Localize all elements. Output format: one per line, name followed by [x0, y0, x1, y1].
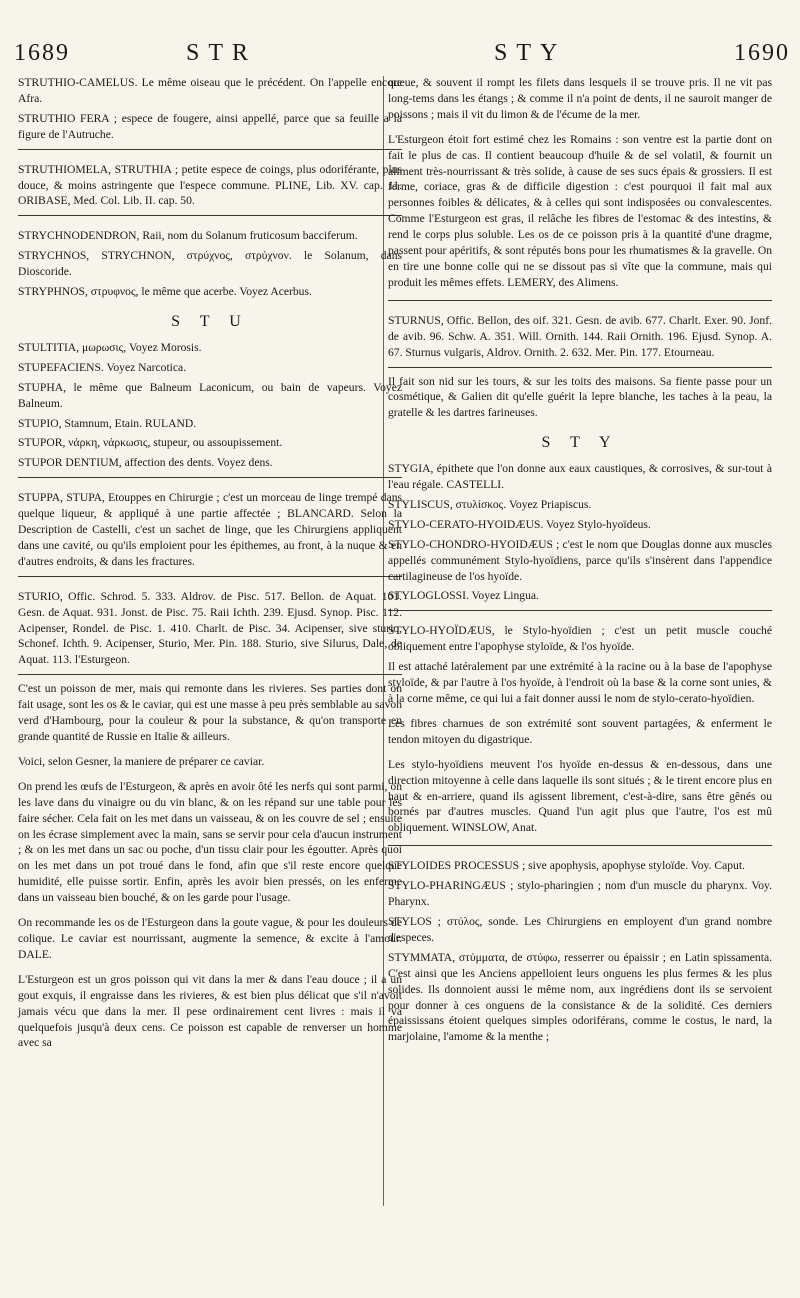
- entry-rule: [388, 367, 772, 368]
- entry: STUPOR, νάρκη, νάρκωσις, stupeur, ou assoupissement.: [18, 436, 283, 450]
- entry: STUPHA, le même que Balneum Laconicum, ou bain de vapeurs. Voyez Balneum.: [18, 380, 402, 410]
- entry: STYLOGLOSSI. Voyez Lingua.: [388, 589, 539, 603]
- entry: STYGIA, épithete que l'on donne aux eaux caustiques, & corrosives, & sur-tout à l'eau régale. CASTELLI.: [388, 462, 772, 492]
- entry-rule: [18, 674, 402, 675]
- paragraph: C'est un poisson de mer, mais qui remonte dans les rivieres. Ses parties dont on fait usage, sont les os & le caviar, qui est une masse à peu près semblable au savon verd d'Hambourg, pour la couleur & pour la substance, & qu'on transporte en grande quantité de Russie en Italie & ailleurs.: [18, 682, 402, 743]
- entry: STYLO-CERATO-HYOIDÆUS. Voyez Stylo-hyoïdeus.: [388, 517, 651, 531]
- paragraph: Les fibres charnues de son extrémité sont souvent partagées, & enferment le tendon mitoyen du digastrique.: [388, 716, 772, 746]
- entry: STRUTHIO FERA ; espece de fougere, ainsi appellé, parce que sa feuille a la figure de l'Autruche.: [18, 111, 402, 141]
- paragraph: L'Esturgeon étoit fort estimé chez les Romains : son ventre est la partie dont on fait le plus de cas. Il contient beaucoup d'huile & de sel volatil, & fournit un aliment très-nourrissant & très solide, à cause de ses sucs épais & grossiers. Il est ferme, coriace, gras & de difficile digestion : c'est pourquoi il fait mal aux personnes foibles & délicates, & à celles qui sont indisposées ou convalescentes. Comme l'Esturgeon est gras, il relâche les fibres de l'estomac & des intestins, & rend le corps plus soluble. Les os de ce poisson pris à la quantité d'une dragme, passent pour apéritifs, & sont réputés bons pour les rhumatismes & la gravelle. On en tire une bonne colle qui ne se dissout pas si vîte que la commune, mais qui produit les mêmes effets. LEMERY, des Alimens.: [388, 132, 772, 289]
- running-headword-right: STY: [494, 40, 567, 66]
- entry: STRUTHIOMELA, STRUTHIA ; petite espece de coings, plus odoriférante, plus douce, & moins astringente que l'espece commune. PLINE, Lib. XV. cap. 11. ORIBASE, Med. Col. Lib. II. cap. 50.: [18, 162, 402, 208]
- entry: STUPIO, Stamnum, Etain. RULAND.: [18, 416, 197, 430]
- paragraph: On prend les œufs de l'Esturgeon, & après en avoir ôté les nerfs qui sont parmi, on les lave dans du vinaigre ou du vin blanc, & on les répand sur une table pour les faire sécher. Cela fait on les met dans un vaisseau, & on les couvre de sel ; ensuite on les écrase simplement avec la main, sans se servir pour cela d'aucun instrument ; & on les met dans un sac ou poche, d'un tissu clair pour les égoutter. Après quoi on les met dans un pot troué dans le fond, afin que s'il reste encore quelque humidité, elle puisse sortir. Enfin, après les avoir bien pressés, on les enferme dans un vaisseau bien bouché, & on les garde pour l'usage.: [18, 779, 402, 905]
- section-heading: S T Y: [541, 434, 619, 452]
- section-heading: S T U: [171, 312, 249, 330]
- page-number-right: 1690: [734, 40, 790, 66]
- entry-rule: [388, 300, 772, 301]
- right-column: [388, 75, 772, 1049]
- entry: STRYPHNOS, στρυφνος, le même que acerbe. Voyez Acerbus.: [18, 285, 312, 299]
- entry: STYLISCUS, στυλίσκος. Voyez Priapiscus.: [388, 497, 592, 511]
- entry: STRYCHNODENDRON, Raii, nom du Solanum fruticosum bacciferum.: [18, 229, 358, 243]
- paragraph: Il est attaché latéralement par une extrémité à la racine ou à la base de l'apophyse styloïde, & par l'autre à l'os hyoïde, à l'endroit où la base & la corne sont unies, & à la corne même, ce qui lui a fait donner aussi le nom de stylo-cerato-hyoïdien.: [388, 660, 772, 705]
- entry: STRUTHIO-CAMELUS. Le même oiseau que le précédent. On l'appelle encore Afra.: [18, 76, 402, 105]
- entry: STULTITIA, μωρωσις, Voyez Morosis.: [18, 340, 202, 354]
- entry-rule: [388, 610, 772, 611]
- entry-rule: [18, 215, 402, 216]
- entry-rule: [388, 845, 772, 846]
- entry-rule: [18, 576, 402, 577]
- entry: STYLO-PHARINGÆUS ; stylo-pharingien ; nom d'un muscle du pharynx. Voy. Pharynx.: [388, 879, 772, 909]
- left-column: [18, 75, 402, 1060]
- entry: STYLOIDES PROCESSUS ; sive apophysis, apophyse styloïde. Voy. Caput.: [388, 859, 745, 873]
- entry: STRYCHNOS, STRYCHNON, στρύχνος, στρύχνον. le Solanum, dans Dioscoride.: [18, 249, 402, 279]
- entry: STYLO-CHONDRO-HYOIDÆUS ; c'est le nom que Douglas donne aux muscles appellés communément Stylo-hyoïdiens, parce qu'ils s'insèrent dans l'appendice cartilagineuse de l'os hyoïde.: [388, 537, 772, 583]
- entry: STURNUS, Offic. Bellon, des oif. 321. Gesn. de avib. 677. Charlt. Exer. 90. Jonf. de avib. 96. Schw. A. 351. Will. Ornith. 144. Raii Ornith. 196. Ejusd. Synop. A. 67. Sturnus vulgaris, Aldrov. Ornith. 2. 632. Mer. Pin. 177. Etourneau.: [388, 313, 772, 359]
- paragraph: Les stylo-hyoïdiens meuvent l'os hyoïde en-dessus & en-dessous, dans une direction mitoyenne à celle dans laquelle ils sont situés ; & le tirent encore plus en haut & en-arriere, quand ils agissent librement, c'est-à-dire, sans être gênés ou bornés par d'autres muscles. Quand l'un agit plus que l'autre, l'os est mû obliquement. WINSLOW, Anat.: [388, 757, 772, 835]
- paragraph: queue, & souvent il rompt les filets dans lesquels il se trouve pris. Il ne vit pas long-tems dans les étangs ; & comme il n'a point de dents, il ne sauroit manger de poissons ; mais il vit du limon & de l'écume de la mer.: [388, 76, 772, 121]
- entry: STYLO-HYOÏDÆUS, le Stylo-hyoïdien ; c'est un petit muscle couché obliquement entre l'apophyse styloïde, & l'os hyoïde.: [388, 624, 772, 654]
- paragraph: On recommande les os de l'Esturgeon dans la goute vague, & pour les douleurs de colique. Le caviar est nourrissant, augmente la semence, & excite à l'amour. DALE.: [18, 916, 402, 961]
- entry-rule: [18, 477, 402, 478]
- paragraph: Il fait son nid sur les tours, & sur les toits des maisons. Sa fiente passe pour un cosmétique, & Galien dit qu'elle guérit la lepre blanche, les taches à la peau, la gratelle & les dartres farineuses.: [388, 374, 772, 420]
- page-number-left: 1689: [14, 40, 70, 66]
- running-head: [14, 40, 790, 70]
- entry: STUPOR DENTIUM, affection des dents. Voyez dens.: [18, 456, 273, 470]
- entry: STUPEFACIENS. Voyez Narcotica.: [18, 360, 187, 374]
- entry-rule: [18, 149, 402, 150]
- paragraph: L'Esturgeon est un gros poisson qui vit dans la mer & dans l'eau douce ; il a un gout exquis, il engraisse dans les rivieres, & est bien plus délicat que s'il n'avoit jamais vécu que dans la mer. Il pese ordinairement cent livres : mais il va quelquefois jusqu'à deux cens. Ce poisson est capable de renverser un homme avec sa: [18, 972, 402, 1050]
- entry: STYMMATA, στύμματα, de στύφω, resserrer ou épaissir ; en Latin spissamenta. C'est ainsi que les Anciens appelloient leurs onguens les plus fermes & les plus solides. Ils donnoient aussi le même nom, aux ingrédiens dont ils se servoient pour donner à ces onguens de la consistance & de la solidité. Ces derniers épaississans étoient quelques simples odoriférans, comme le costus, le nard, la marjolaine, l'amome & la menthe ;: [388, 950, 772, 1044]
- entry: STUPPA, STUPA, Etouppes en Chirurgie ; c'est un morceau de linge trempé dans quelque liqueur, & appliqué à une partie affectée ; BLANCARD. Selon la Description de Castelli, c'est un sachet de linge, que les Chirurgiens appliquent dans une cavité, ou qu'ils emploient pour les épithemes, au front, à la nuque & en d'autres endroits, & dans les fractures.: [18, 491, 402, 568]
- entry: STYLOS ; στύλος, sonde. Les Chirurgiens en employent d'un grand nombre d'especes.: [388, 914, 772, 944]
- entry: STURIO, Offic. Schrod. 5. 333. Aldrov. de Pisc. 517. Bellon. de Aquat. 101. Gesn. de Aquat. 931. Jonst. de Pisc. 75. Raii Ichth. 239. Ejusd. Synop. Pisc. 112. Acipenser, Rondel. de Pisc. 1. 410. Charlt. de Pisc. 34. Acipenser, sive sturio, Schonef. Ichth. 9. Acipenser, Sturio, Mer. Pin. 188. Sturio, sive Silurus, Dale, de Aquat. 113. l'Esturgeon.: [18, 589, 402, 667]
- running-headword-left: STR: [186, 40, 258, 66]
- paragraph: Voici, selon Gesner, la maniere de préparer ce caviar.: [18, 754, 265, 768]
